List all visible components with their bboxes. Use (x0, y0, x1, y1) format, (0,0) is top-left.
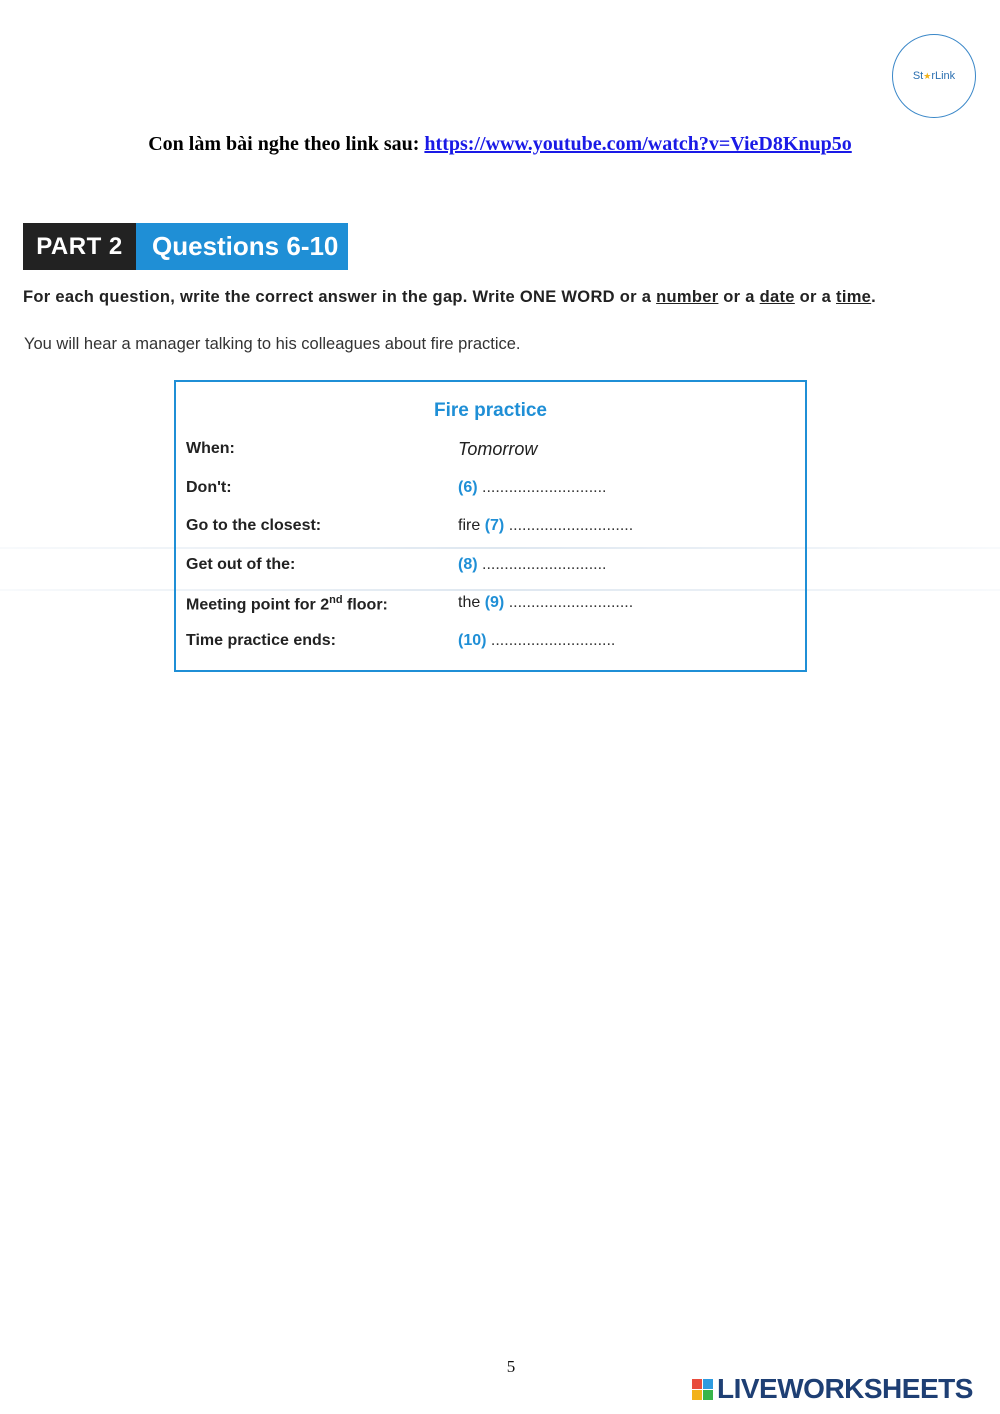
youtube-link[interactable]: https://www.youtube.com/watch?v=VieD8Knup5o (424, 133, 852, 155)
task-date-word: date (759, 288, 795, 306)
row-label: When: (186, 440, 235, 457)
listening-instruction (0, 133, 1000, 156)
logo-text-start: St (912, 70, 924, 82)
row-label: Time practice ends: (186, 632, 336, 649)
form-row-time-ends (186, 632, 796, 656)
part-header (23, 223, 348, 270)
task-time-word: time (836, 288, 872, 306)
questions-range: Questions 6-10 (136, 223, 348, 270)
gap-dots: ............................ (508, 594, 634, 611)
answer-gap-7[interactable] (458, 517, 633, 535)
task-or: or a (794, 288, 837, 306)
row-label: Don't: (186, 479, 232, 496)
answer-gap-10[interactable] (458, 632, 615, 650)
page-number: 5 (506, 1357, 516, 1376)
form-title: Fire practice (434, 400, 547, 421)
answer-gap-9[interactable] (458, 594, 633, 612)
task-number-word: number (656, 288, 719, 306)
liveworksheets-wordmark: LIVEWORKSHEETS (717, 1373, 973, 1404)
task-text: For each question, write the correct answer in the gap. Write ONE WORD or a (23, 288, 657, 306)
label-text: floor: (342, 596, 388, 614)
star-icon: ★ (923, 70, 932, 81)
label-text: Meeting point for 2 (186, 596, 330, 614)
question-number: (6) (458, 479, 478, 496)
form-row-meeting-point (186, 594, 796, 618)
gap-dots: ............................ (482, 556, 607, 573)
label-superscript: nd (329, 594, 343, 606)
row-label: Go to the closest: (186, 517, 322, 534)
question-number: (7) (484, 517, 505, 534)
task-instruction (23, 288, 876, 307)
task-end: . (871, 288, 877, 306)
question-number: (9) (484, 594, 505, 611)
form-row-closest (186, 517, 796, 541)
row-label (186, 594, 388, 614)
liveworksheets-logo (692, 1373, 973, 1405)
form-row-dont (186, 479, 796, 503)
liveworksheets-mark-icon (692, 1379, 713, 1400)
gap-dots: ............................ (490, 632, 616, 649)
answer-gap-6[interactable] (458, 479, 606, 497)
gap-dots: ............................ (508, 517, 634, 534)
task-or: or a (718, 288, 760, 306)
gap-dots: ............................ (482, 479, 607, 496)
row-value: Tomorrow (458, 439, 538, 459)
form-row-when (186, 440, 796, 464)
answer-gap-8[interactable] (458, 556, 606, 574)
row-prefix: the (458, 594, 481, 611)
question-number: (10) (458, 632, 487, 649)
question-number: (8) (458, 556, 478, 573)
fire-practice-form (174, 380, 807, 672)
starlink-logo (892, 34, 976, 118)
part-label: PART 2 (23, 223, 136, 270)
form-row-get-out (186, 556, 796, 580)
row-prefix: fire (458, 517, 481, 534)
logo-text-end: rLink (931, 70, 956, 82)
row-label: Get out of the: (186, 556, 296, 573)
instruction-prefix: Con làm bài nghe theo link sau: (148, 133, 420, 155)
context-sentence: You will hear a manager talking to his colleagues about fire practice. (24, 335, 521, 353)
